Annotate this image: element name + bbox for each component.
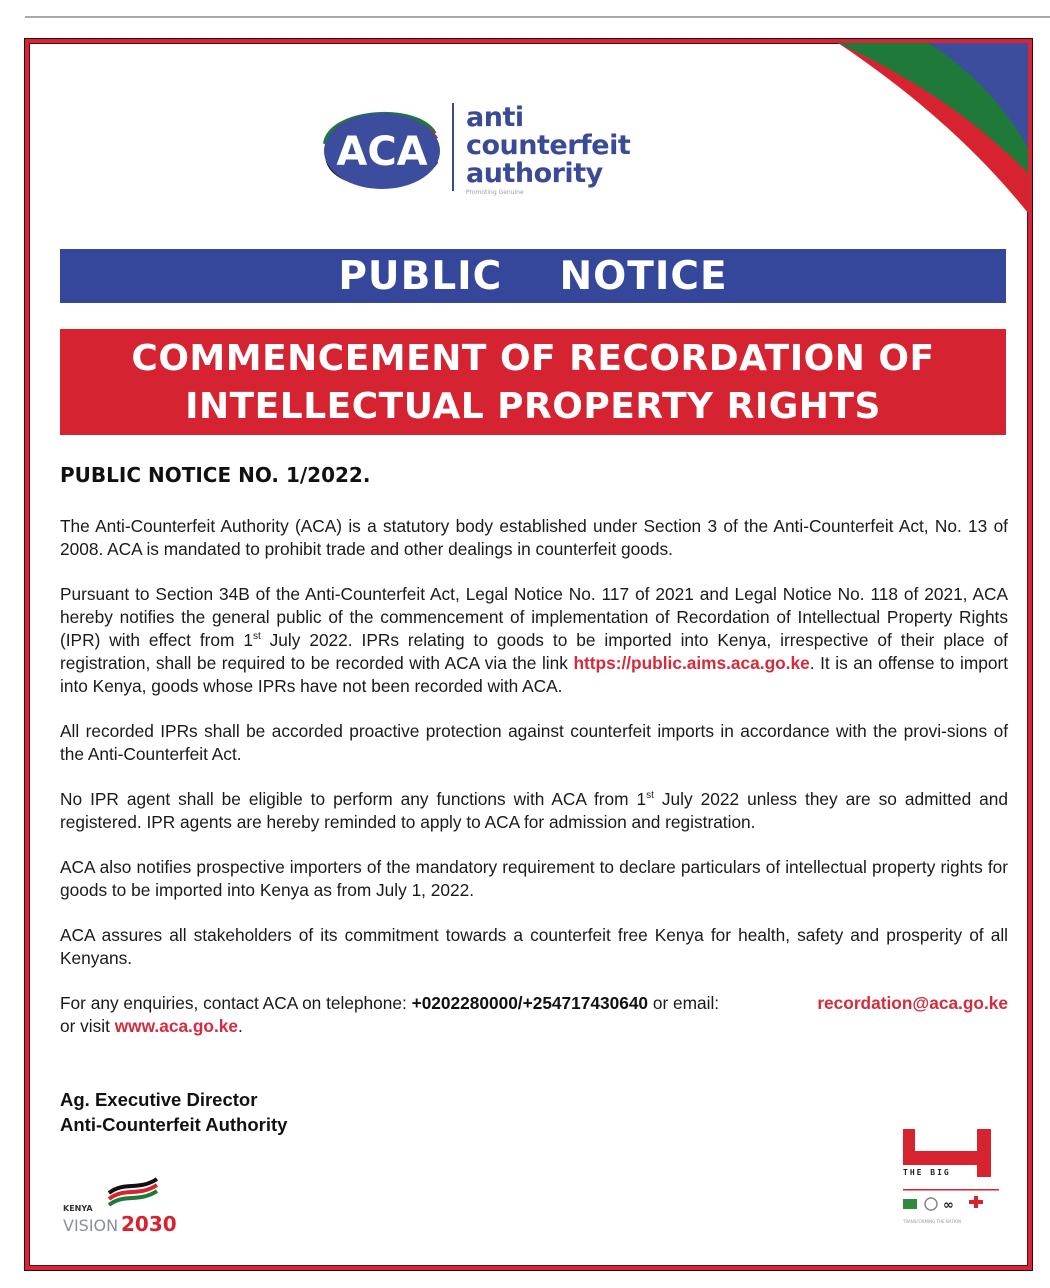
paragraph-protection: All recorded IPRs shall be accorded proactive protection against counterfeit imports in accordance with the provi-sions of the Anti-Counterfeit Act.	[60, 721, 1008, 764]
logo-word-authority: authority	[466, 158, 603, 189]
pillar-icons	[903, 1196, 983, 1213]
text: or visit	[60, 1016, 115, 1036]
paragraph-agents	[60, 788, 1008, 834]
notice-number: PUBLIC NOTICE NO. 1/2022.	[60, 463, 371, 487]
text: Pursuant to Section 34B of the Anti-Counterfeit Act, Legal Notice No. 117 of 2021 and Legal Notice No. 118 of 2021, ACA hereby notifies the general public of the commencement of implementation of Recordation of Intellectual Property Rights (IPR) with effect from 1	[60, 584, 1008, 650]
big-four-agenda-logo	[891, 1123, 1011, 1235]
notice-body	[60, 515, 1008, 1060]
text: For any enquiries, contact ACA on telephone:	[60, 993, 412, 1013]
housing-icon	[925, 1198, 937, 1210]
text: or email:	[648, 993, 720, 1013]
superscript: st	[252, 631, 261, 643]
text: .	[238, 1016, 243, 1036]
public-notice-banner	[60, 249, 1006, 303]
notice-frame	[25, 39, 1032, 1270]
banner-title: PUBLIC NOTICE	[338, 254, 728, 299]
banner-subtitle-line1: COMMENCEMENT OF RECORDATION OF	[131, 338, 935, 379]
vision-year-text: 2030	[121, 1212, 177, 1236]
big-four-tagline: TRANSFORMING THE NATION	[903, 1219, 961, 1224]
phone-numbers[interactable]: +0202280000/+254717430640	[411, 993, 649, 1013]
food-security-icon	[903, 1199, 917, 1209]
email-link[interactable]: recordation@aca.go.ke	[817, 993, 1008, 1013]
health-cross-icon	[969, 1196, 983, 1208]
text: July 2022. IPRs relating to goods to be imported into Kenya, irrespective of their place of registration, shall be required to be recorded with ACA via the link	[60, 630, 1008, 673]
paragraph-importers: ACA also notifies prospective importers of the mandatory requirement to declare particulars of intellectual property rights for goods to be imported into Kenya as from July 1, 2022.	[60, 857, 1008, 900]
logo-wordmark	[466, 104, 630, 188]
paragraph-commitment: ACA assures all stakeholders of its commitment towards a counterfeit free Kenya for health, safety and prosperity of all Kenyans.	[60, 925, 1008, 968]
text: . It is an offense to import into Kenya, goods whose IPRs have not been recorded with ACA.	[60, 653, 1008, 696]
text: No IPR agent shall be eligible to perform any functions with ACA from 1	[60, 789, 647, 809]
kenya-flag-wave-icon	[109, 1179, 157, 1205]
banner-subtitle-line2: INTELLECTUAL PROPERTY RIGHTS	[185, 386, 881, 427]
svg-text:ACA: ACA	[336, 129, 428, 175]
manufacturing-icon: ∞	[943, 1198, 954, 1213]
signature-block	[60, 1087, 287, 1137]
website-link[interactable]: www.aca.go.ke	[114, 1016, 238, 1036]
logo-tagline: Promoting Genuine	[466, 189, 524, 196]
paragraph-mandate: The Anti-Counterfeit Authority (ACA) is a statutory body established under Section 3 of the Anti-Counterfeit Act, No. 13 of 2008. ACA is mandated to prohibit trade and other dealings in counterfeit goods.	[60, 516, 1008, 559]
corner-flag-decoration	[818, 43, 1028, 213]
big-four-label: THE BIG	[903, 1168, 951, 1177]
paragraph-recordation	[60, 583, 1008, 698]
logo-word-anti: anti	[466, 102, 524, 133]
paragraph-contact	[60, 992, 1008, 1038]
aca-logo	[316, 99, 636, 219]
top-divider	[25, 16, 1050, 18]
signatory-title: Ag. Executive Director	[60, 1089, 258, 1110]
vision-word-text: VISION	[63, 1216, 119, 1235]
logo-divider	[452, 103, 454, 191]
logo-word-counterfeit: counterfeit	[466, 130, 631, 161]
superscript: st	[646, 790, 654, 802]
big-four-divider	[903, 1189, 999, 1191]
signatory-organization: Anti-Counterfeit Authority	[60, 1114, 288, 1135]
commencement-banner	[60, 329, 1006, 435]
text: July 2022 unless they are so admitted and registered. IPR agents are hereby reminded to apply to ACA for admission and registration.	[60, 789, 1009, 832]
aims-portal-link[interactable]: https://public.aims.aca.go.ke	[573, 653, 810, 673]
aca-emblem-icon	[316, 99, 446, 199]
kenya-vision-2030-logo	[59, 1171, 179, 1241]
vision-kenya-text: KENYA	[63, 1204, 93, 1213]
